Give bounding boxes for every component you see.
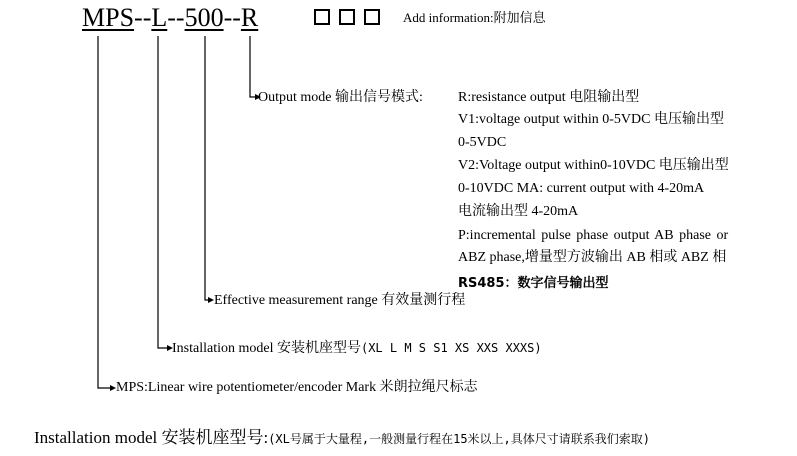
- output-line: P:incremental pulse phase output AB phase or: [458, 228, 729, 243]
- code-separator: --: [167, 3, 185, 32]
- output-line: ABZ phase,增量型方波输出 AB 相或 ABZ 相: [458, 250, 727, 265]
- output-line: R:resistance output 电阻输出型: [458, 90, 640, 105]
- install-connector: [158, 36, 167, 348]
- output-connector: [250, 36, 255, 97]
- code-range: 500: [184, 3, 224, 32]
- rs485-line: RS485：数字信号输出型: [458, 276, 609, 291]
- add-information-label: Add information:附加信息: [403, 10, 546, 25]
- mps-label: MPS:Linear wire potentiometer/encoder Mark 米朗拉绳尺标志: [116, 380, 478, 395]
- output-line: 0-5VDC: [458, 135, 507, 150]
- code-prefix: MPS: [82, 3, 135, 32]
- footer-note: [34, 428, 650, 449]
- range-connector: [205, 36, 208, 300]
- install-label: [172, 340, 542, 357]
- range-label: Effective measurement range 有效量测行程: [214, 293, 466, 308]
- output-line: V1:voltage output within 0-5VDC 电压输出型: [458, 112, 724, 127]
- install-text: Installation model 安装机座型号: [172, 341, 361, 356]
- mps-connector: [98, 36, 110, 388]
- footer-detail: (XL号属于大量程,一般测量行程在15米以上,具体尺寸请联系我们索取): [268, 432, 651, 446]
- code-model: L: [151, 3, 168, 32]
- code-separator: --: [134, 3, 152, 32]
- code-output: R: [240, 3, 259, 32]
- output-mode-label: Output mode 输出信号模式:: [258, 90, 423, 105]
- output-line: 0-10VDC MA: current output with 4-20mA: [458, 181, 705, 196]
- output-line: 电流输出型 4-20mA: [458, 204, 579, 219]
- output-line: V2:Voltage output within0-10VDC 电压输出型: [458, 158, 729, 173]
- install-codes: (XL L M S S1 XS XXS XXXS): [360, 341, 542, 355]
- footer-main: Installation model 安装机座型号:: [34, 428, 269, 447]
- code-separator: --: [223, 3, 241, 32]
